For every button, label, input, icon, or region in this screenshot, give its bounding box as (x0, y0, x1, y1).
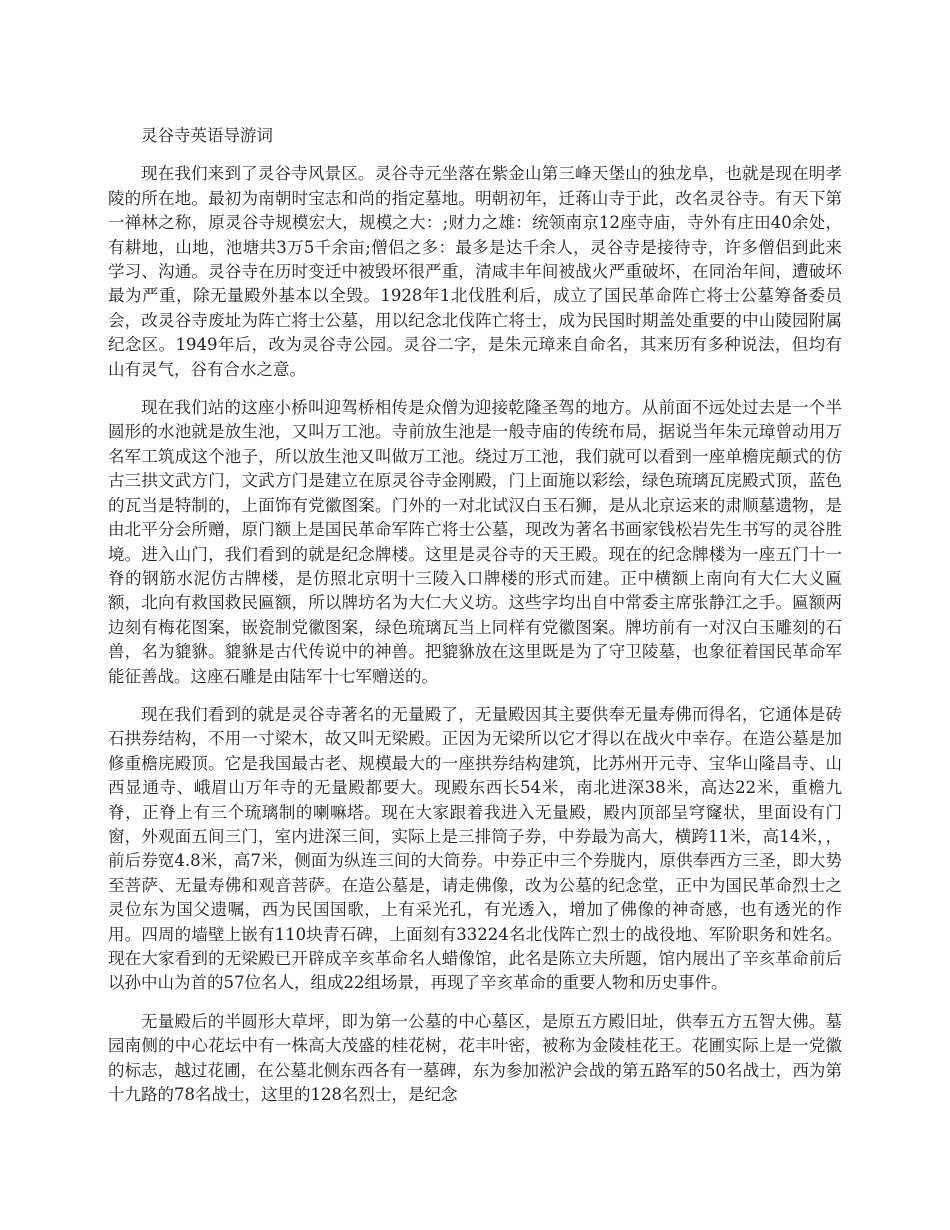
paragraph-intro: 现在我们来到了灵谷寺风景区。灵谷寺元坐落在紫金山第三峰天堡山的独龙阜，也就是现在明孝陵的所在地。最初为南朝时宝志和尚的指定墓地。明朝初年，迁蒋山寺于此，改名灵谷寺。有天下第一禅林之称，原灵谷寺规模宏大，规模之大：;财力之雄：统领南京12座寺庙，寺外有庄田40余处，有耕地，山地，池塘共3万5千余亩;僧侣之多：最多是达千余人，灵谷寺是接待寺，许多僧侣到此来学习、沟通。灵谷寺在历时变迁中被毁坏很严重，清咸丰年间被战火严重破坏，在同治年间，遭破坏最为严重，除无量殿外基本以全毁。1928年1北伐胜利后，成立了国民革命阵亡将士公墓筹备委员会，改灵谷寺废址为阵亡将士公墓，用以纪念北伐阵亡将士，成为民国时期盖处重要的中山陵园附属纪念区。1949年后，改为灵谷寺公园。灵谷二字，是朱元璋来自命名，其来历有多种说法，但均有山有灵气，谷有合水之意。 (108, 164, 842, 379)
paragraph-bridge-and-gate: 现在我们站的这座小桥叫迎驾桥相传是众僧为迎接乾隆圣驾的地方。从前面不远处过去是一个半圆形的水池就是放生池，又叫万工池。寺前放生池是一般寺庙的传统布局，据说当年朱元璋曾动用万名军工筑成这个池子，所以放生池又叫做万工池。绕过万工池，我们就可以看到一座单檐庑颠式的仿古三拱文武方门，文武方门是建立在原灵谷寺金刚殿，门上面施以彩绘，绿色琉璃瓦庑殿式顶，蓝色的瓦当是特制的，上面饰有党徽图案。门外的一对北试汉白玉石狮，是从北京运来的肃顺墓遗物，是由北平分会所赠，原门额上是国民革命军阵亡将士公墓，现改为著名书画家钱松岩先生书写的灵谷胜境。进入山门，我们看到的就是纪念牌楼。这里是灵谷寺的天王殿。现在的纪念牌楼为一座五门十一脊的钢筋水泥仿古牌楼，是仿照北京明十三陵入口牌楼的形式而建。正中横额上南向有大仁大义匾额，北向有救国救民匾额，所以牌坊名为大仁大义坊。这些字均出自中常委主席张静江之手。匾额两边刻有梅花图案，嵌瓷制党徽图案，绿色琉璃瓦当上同样有党徽图案。牌坊前有一对汉白玉雕刻的石兽，名为貔貅。貔貅是古代传说中的神兽。把貔貅放在这里既是为了守卫陵墓，也象征着国民革命军能征善战。这座石雕是由陆军十七军赠送的。 (108, 398, 842, 686)
paragraph-cemetery-lawn: 无量殿后的半圆形大草坪，即为第一公墓的中心墓区，是原五方殿旧址，供奉五方五智大佛。墓园南侧的中心花坛中有一株高大茂盛的桂花树，花丰叶密，被称为金陵桂花王。花圃实际上是一党徽的标志，越过花圃，在公墓北侧东西各有一墓碑，东为参加淞沪会战的第五路军的50名战士，西为第十九路的78名战士，这里的128名烈士，是纪念 (108, 1011, 842, 1105)
document-title: 灵谷寺英语导游词 (141, 126, 273, 145)
document-page (108, 124, 842, 1121)
paragraph-wuliang-hall: 现在我们看到的就是灵谷寺著名的无量殿了，无量殿因其主要供奉无量寿佛而得名，它通体是砖石拱券结构，不用一寸梁木，故又叫无梁殿。正因为无梁所以它才得以在战火中幸存。在造公墓是加修重檐庑殿顶。它是我国最古老、规模最大的一座拱券结构建筑，比苏州开元寺、宝华山隆昌寺、山西显通寺、峨眉山万年寺的无量殿都要大。现殿东西长54米，南北进深38米，高达22米，重檐九脊，正脊上有三个琉璃制的喇嘛塔。现在大家跟着我进入无量殿，殿内顶部呈穹窿状，里面设有门窗，外观面五间三门，室内进深三间，实际上是三排筒子券，中券最为高大，横跨11米，高14米，，前后券宽4.8米，高7米，侧面为纵连三间的大筒券。中券正中三个券胧内，原供奉西方三圣，即大势至菩萨、无量寿佛和观音菩萨。在造公墓是，请走佛像，改为公墓的纪念堂，正中为国民革命烈士之灵位东为国父遗嘱，西为民国国歌，上有采光孔，有光透入，增加了佛像的神奇感，也有透光的作用。四周的墙壁上嵌有110块青石碑，上面刻有33224名北伐阵亡烈士的战役地、军阶职务和姓名。现在大家看到的无梁殿已开辟成辛亥革命名人蜡像馆，此名是陈立夫所题，馆内展出了辛亥革命前后以孙中山为首的57位名人，组成22组场景，再现了辛亥革命的重要人物和历史事件。 (108, 704, 842, 993)
